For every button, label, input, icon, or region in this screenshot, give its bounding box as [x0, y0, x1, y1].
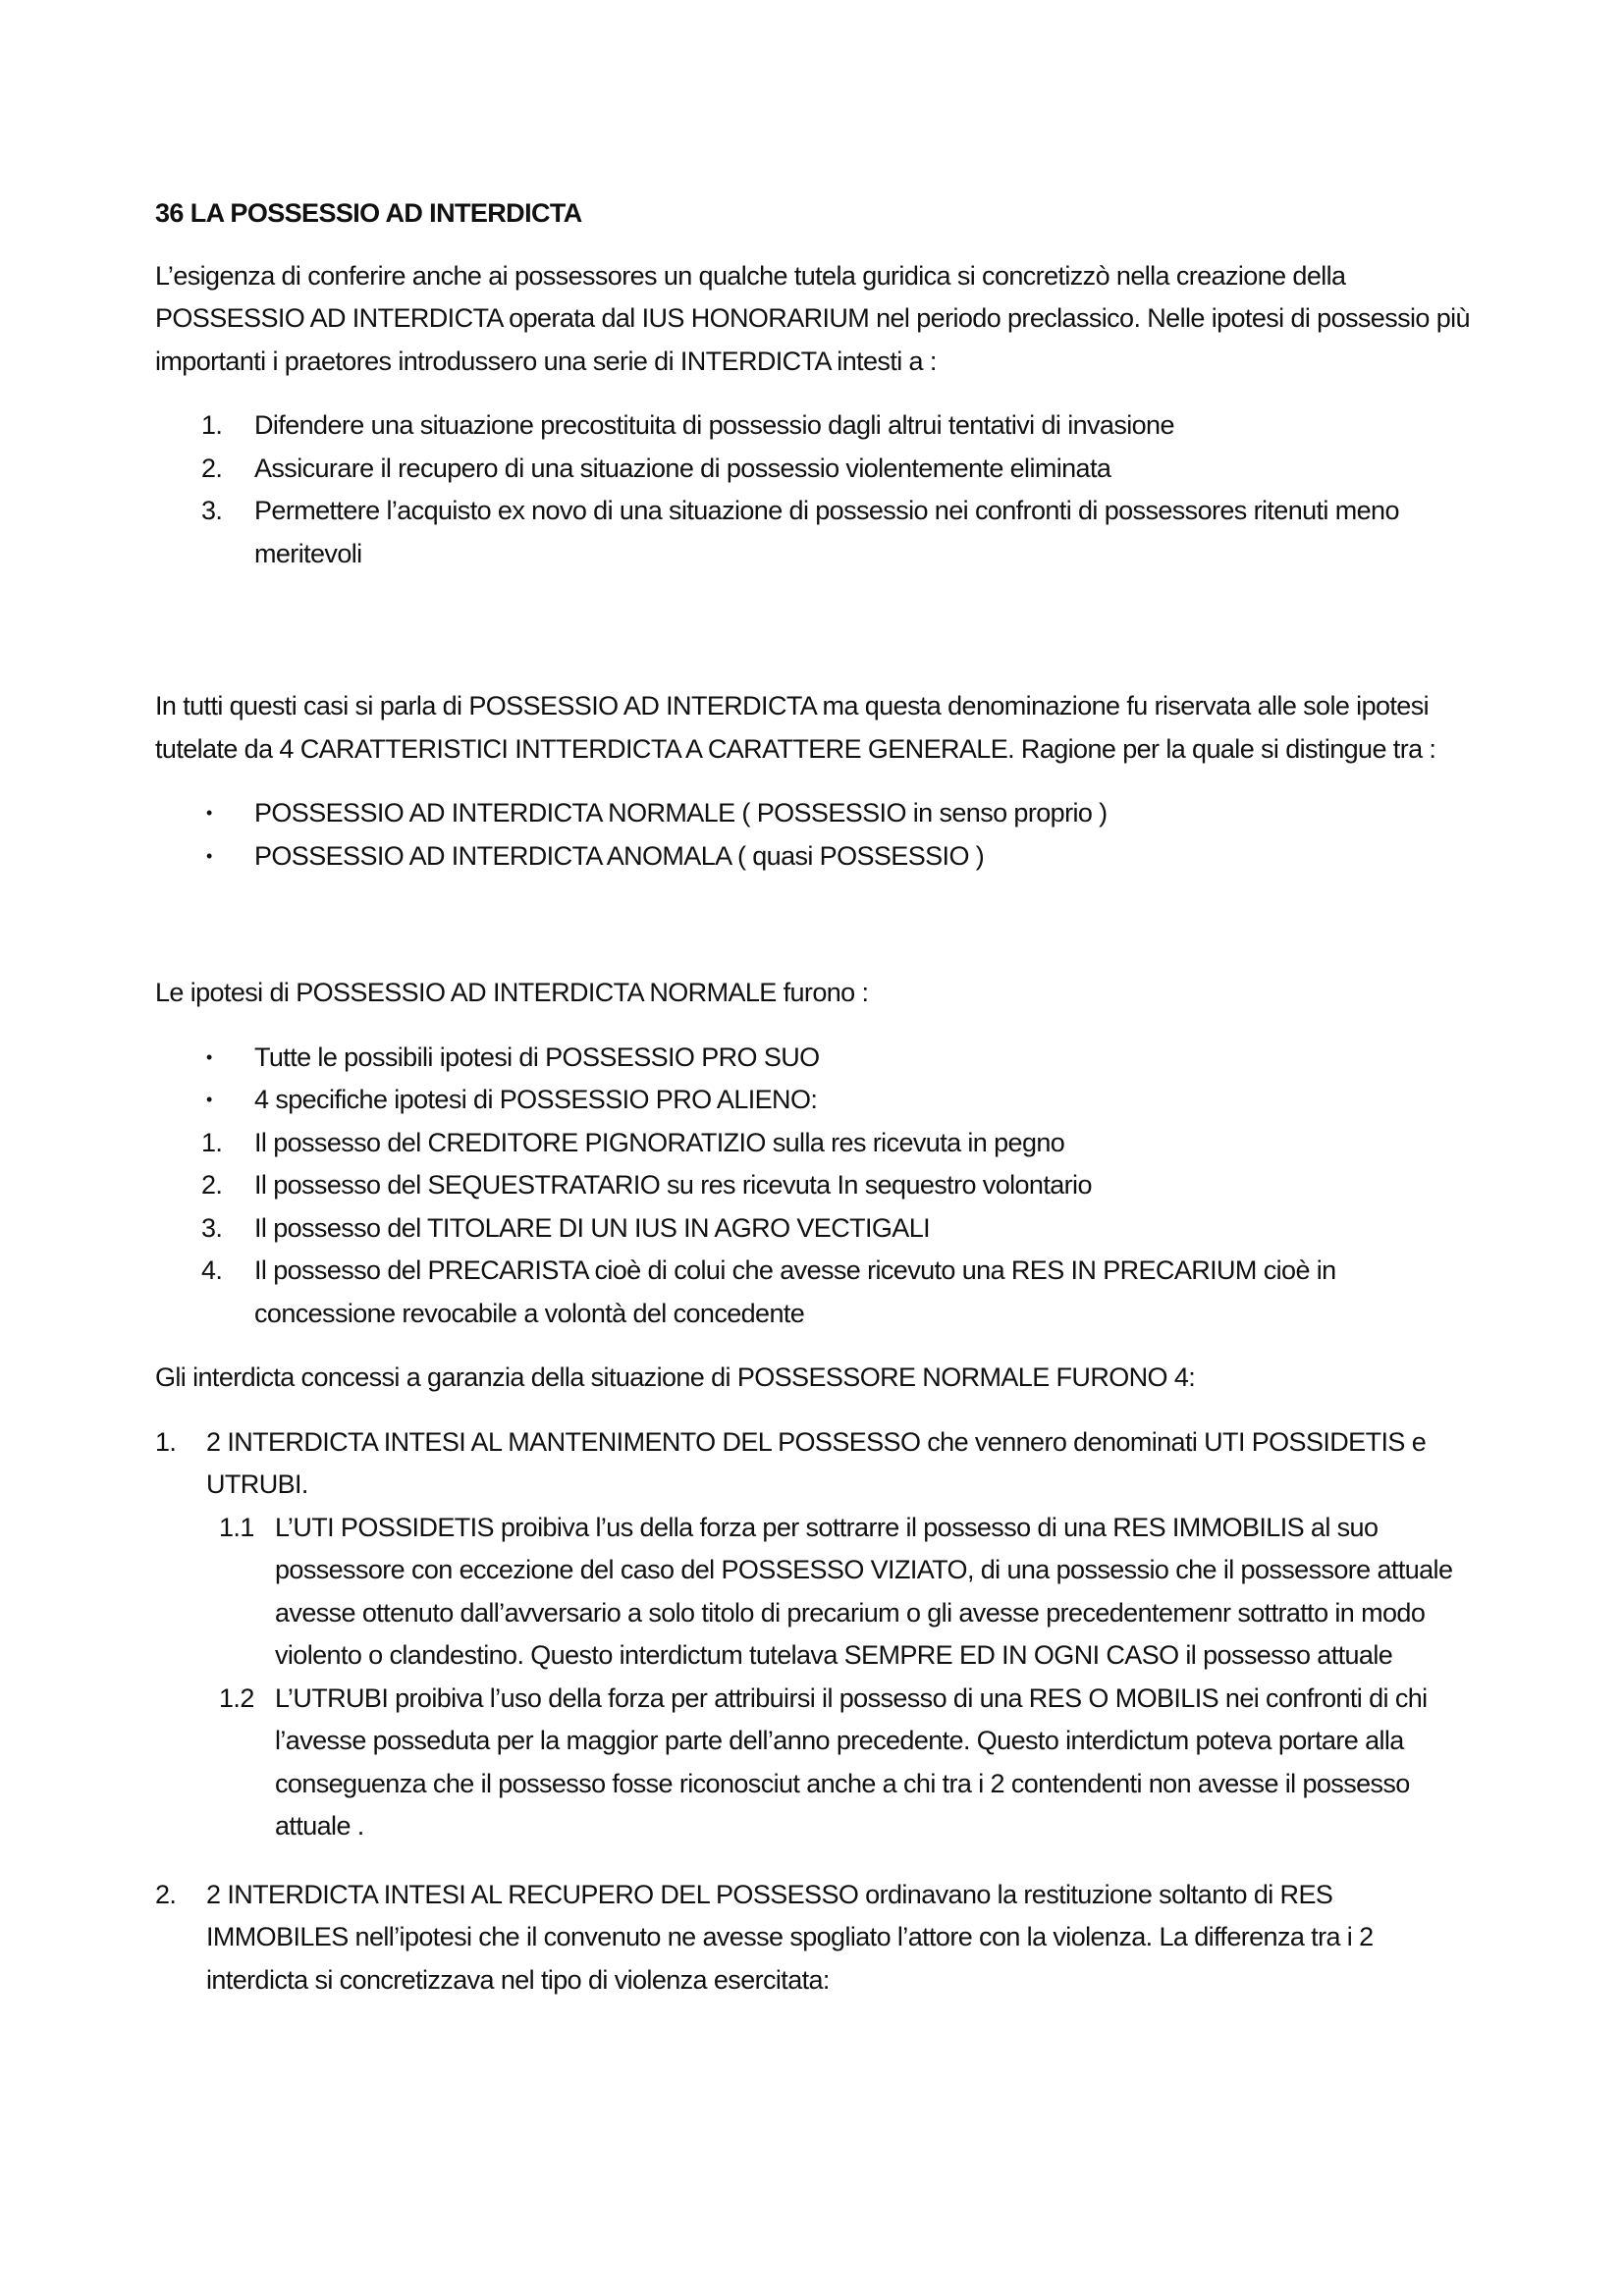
goals-list: [155, 404, 1471, 575]
list-marker: 2.: [155, 1879, 177, 1909]
sub-list-item-text: L’UTI POSSIDETIS proibiva l’us della forza per sottrarre il possesso di una RES IMMOBILIS al suo possessore con eccezione del caso del POSSESSO VIZIATO, di una possessio che il possessore attuale avesse ottenuto dall’avversario a solo titolo di precarium o gli avesse precedentemenr sottratto in modo violento o clandestino. Questo interdictum tutelava SEMPRE ED IN OGNI CASO il possesso attuale: [275, 1512, 1453, 1670]
spacer: [155, 878, 1471, 972]
intro-paragraph: L’esigenza di conferire anche ai possessores un qualche tutela guridica si concretizzò nella creazione della POSSESSIO AD INTERDICTA operata dal IUS HONORARIUM nel periodo preclassico. Nelle ipotesi di possessio più importanti i praetores introdussero una serie di INTERDICTA intesti a :: [155, 260, 1470, 376]
sub-list-item-text: L’UTRUBI proibiva l’uso della forza per attribuirsi il possesso di una RES O MOBILIS nei confronti di chi l’avesse posseduta per la maggior parte dell’anno precedente. Questo interdictum poteva portare alla conseguenza che il possesso fosse riconosciut anche a chi tra i 2 contendenti non avesse il possesso attuale .: [275, 1682, 1428, 1841]
list-marker: 3.: [201, 496, 223, 525]
bullet-icon: •: [206, 1046, 212, 1067]
list-marker: 3.: [201, 1212, 223, 1243]
spacer: [155, 1335, 1471, 1357]
list-marker: 4.: [201, 1255, 223, 1285]
list-item: [155, 1250, 1471, 1335]
list-marker: 1.: [155, 1426, 177, 1457]
list-item: [155, 1164, 1471, 1207]
list-item-text: Il possesso del CREDITORE PIGNORATIZIO sulla res ricevuta in pegno: [254, 1127, 1065, 1157]
sub-list-item: [219, 1678, 1471, 1848]
list-marker: 1.: [201, 410, 223, 440]
list-item-text: Il possesso del SEQUESTRATARIO su res ricevuta In sequestro volontario: [254, 1170, 1092, 1200]
sub-list-item: [219, 1507, 1471, 1678]
bullet-icon: •: [206, 803, 212, 823]
list-item: [155, 1207, 1471, 1251]
types-list: [155, 792, 1471, 878]
bullet-icon: •: [206, 1090, 212, 1109]
list-marker: 1.: [201, 1127, 223, 1157]
list-item: [155, 792, 1471, 835]
list-item-text: 4 specifiche ipotesi di POSSESSIO PRO ALIENO:: [254, 1085, 818, 1114]
list-item-text: Il possesso del PRECARISTA cioè di colui che avesse ricevuto una RES IN PRECARIUM cioè in concessione revocabile a volontà del concedente: [254, 1255, 1336, 1328]
page-title: 36 LA POSSESSIO AD INTERDICTA: [155, 198, 582, 228]
sub-list: [206, 1507, 1471, 1848]
list-item: [155, 1079, 1471, 1122]
sub-list-marker: 1.1: [219, 1512, 254, 1542]
hypotheses-list: [155, 1037, 1471, 1336]
interdicta-paragraph: Gli interdicta concessi a garanzia della situazione di POSSESSORE NORMALE FURONO 4:: [155, 1362, 1196, 1392]
list-item-text: POSSESSIO AD INTERDICTA NORMALE ( POSSESSIO in senso proprio ): [254, 798, 1108, 828]
list-marker: 2.: [201, 1170, 223, 1200]
list-marker: 2.: [201, 453, 223, 483]
list-item: [155, 835, 1471, 879]
list-item: [155, 404, 1471, 448]
list-item-text: Assicurare il recupero di una situazione di possessio violentemente eliminata: [254, 453, 1111, 483]
list-item-text: POSSESSIO AD INTERDICTA ANOMALA ( quasi POSSESSIO ): [254, 840, 985, 871]
hypotheses-paragraph: Le ipotesi di POSSESSIO AD INTERDICTA NORMALE furono :: [155, 978, 869, 1007]
interdicta-list: [155, 1421, 1471, 2002]
document-page: [155, 192, 1471, 2002]
list-item-text: Difendere una situazione precostituita di possessio dagli altrui tentativi di invasione: [254, 410, 1174, 440]
list-item-text: Il possesso del TITOLARE DI UN IUS IN AGRO VECTIGALI: [254, 1212, 931, 1243]
types-paragraph: In tutti questi casi si parla di POSSESSIO AD INTERDICTA ma questa denominazione fu riservata alle sole ipotesi tutelate da 4 CARATTERISTICI INTTERDICTA A CARATTERE GENERALE. Ragione per la quale si distingue tra :: [155, 691, 1436, 764]
list-item-text: 2 INTERDICTA INTESI AL MANTENIMENTO DEL POSSESSO che vennero denominati UTI POSSIDETIS e UTRUBI.: [206, 1426, 1427, 1499]
list-item-text: Tutte le possibili ipotesi di POSSESSIO PRO SUO: [254, 1041, 820, 1072]
list-item: [155, 1874, 1471, 2002]
list-item: [155, 448, 1471, 491]
spacer: [155, 575, 1471, 685]
list-item: [155, 490, 1471, 575]
list-item-text: 2 INTERDICTA INTESI AL RECUPERO DEL POSSESSO ordinavano la restituzione soltanto di RES IMMOBILES nell’ipotesi che il convenuto ne avesse spogliato l’attore con la violenza. La differenza tra i 2 interdicta si concretizzava nel tipo di violenza esercitata:: [206, 1879, 1374, 1995]
list-item-text: Permettere l’acquisto ex novo di una situazione di possessio nei confronti di possessores ritenuti meno meritevoli: [254, 496, 1399, 568]
list-item: [155, 1421, 1471, 1848]
list-item: [155, 1037, 1471, 1080]
bullet-icon: •: [206, 845, 212, 866]
list-item: [155, 1122, 1471, 1165]
sub-list-marker: 1.2: [219, 1682, 254, 1713]
